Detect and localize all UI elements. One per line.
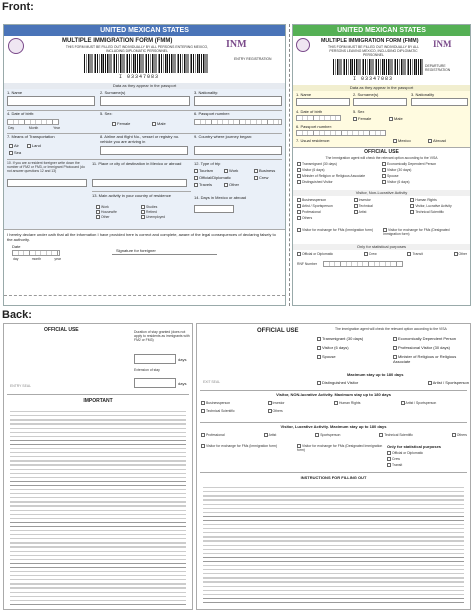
entry-transport-label: 7. Means of Transportation	[7, 134, 55, 139]
date-month: month	[31, 257, 42, 261]
entry-flight-label: 8. Airline and flight No., vessel or registry no. vehicle you are arriving in	[100, 134, 180, 144]
dep-act-technical[interactable]: Technical	[354, 204, 411, 208]
back-visitor-luc: Visitor, Lucrative Activity. Maximum stay up to 180 days	[280, 424, 387, 429]
dep-official-section	[293, 147, 470, 306]
trip-crew[interactable]: Crew	[254, 175, 284, 180]
departure-barcode	[333, 59, 423, 75]
transport-air[interactable]: Air	[9, 143, 19, 148]
entry-dob-label: 4. Date of birth:	[7, 111, 35, 116]
transport-sea[interactable]: Sea	[9, 150, 21, 155]
activity-work[interactable]: Work	[96, 205, 141, 209]
back-opt-dependent[interactable]: Economically Dependent Person	[393, 336, 469, 341]
departure-band-title: UNITED MEXICAN STATES	[293, 25, 470, 36]
mexico-seal-icon	[296, 38, 310, 52]
dep-passport-field[interactable]	[296, 130, 386, 136]
male-label: Male	[157, 121, 166, 126]
dob-day: Day	[8, 126, 15, 130]
entry-band-title: UNITED MEXICAN STATES	[4, 25, 285, 36]
entry-name-label: 1. Name	[7, 90, 23, 95]
back-opt-artist[interactable]: Artist / Sportsperson	[428, 380, 469, 385]
dep-agent-note: The Immigration agent will check the relevant option according to the VISA	[325, 156, 438, 160]
back-non-others[interactable]: Others	[268, 409, 335, 413]
departure-form	[292, 24, 471, 306]
back-opt-professional[interactable]: Professional Visitor (30 days)	[393, 345, 469, 350]
back-important: IMPORTANT	[83, 398, 113, 404]
departure-passport-band: Data as they appear in the passport	[293, 85, 470, 91]
trip-other[interactable]: Other	[224, 182, 254, 187]
activity-unemployed[interactable]: Unemployed	[141, 215, 186, 219]
female-label: Female	[117, 121, 131, 126]
entry-country-field[interactable]	[194, 146, 282, 155]
dep-residence-label: 7. Usual residence:	[296, 138, 331, 143]
entry-sex-female[interactable]	[112, 121, 130, 126]
dep-stat-official[interactable]: Official or Diplomatic	[297, 252, 333, 256]
dep-act-artist[interactable]: Artist	[354, 210, 411, 214]
dep-surname-field[interactable]	[353, 98, 407, 106]
back-non-technical[interactable]: Technical Scientific	[201, 409, 268, 413]
date-day: day	[13, 257, 19, 261]
back-right-max-stay: Maximum stay up to 180 days	[347, 372, 404, 377]
dob-year: Year	[53, 126, 60, 130]
back-opt-spouse[interactable]: Spouse	[317, 354, 393, 364]
dep-sex-male[interactable]	[389, 116, 403, 121]
mexico-seal-icon	[8, 38, 24, 54]
back-visitor-non: Visitor, NON-lucrative Activity. Maximum stay up to 180 days	[276, 392, 391, 397]
dep-act-human-rights[interactable]: Human Rights	[410, 198, 467, 202]
departure-copy-label: DEPARTURE REGISTRATION	[425, 64, 451, 72]
dep-surname-label: 2. Surname(s)	[353, 92, 379, 97]
back-right-visa-options-2	[317, 380, 469, 385]
back-important-text	[10, 408, 186, 606]
entry-destination-label: 11. Place or city of destination in Mexico or abroad	[92, 161, 182, 166]
back-luc-options	[201, 433, 467, 437]
entry-country-label: 9. Country where journey began:	[194, 134, 253, 139]
dep-passport-label: 6. Passport number:	[296, 124, 333, 129]
entry-days-field[interactable]	[194, 205, 234, 213]
front-tear-line	[289, 24, 290, 306]
back-luc-sport[interactable]: Sportsperson	[315, 433, 340, 437]
entry-trip-options	[194, 168, 284, 187]
dep-residence-abroad[interactable]: Abroad	[428, 138, 446, 143]
entry-serial: I 03347083	[119, 74, 160, 80]
entry-declaration-area	[4, 229, 285, 261]
dep-act-artist-sport[interactable]: Artist / Sportsperson	[297, 204, 354, 208]
dep-rnf-label: RNF Number	[297, 262, 317, 266]
dep-sex-label: 5. Sex	[353, 109, 365, 114]
dep-act-business[interactable]: Businessperson	[297, 198, 354, 202]
back-opt-transmigrant[interactable]: Transmigrant (30 days)	[317, 336, 393, 341]
back-duration-field[interactable]	[134, 354, 176, 364]
dep-stat-band: Only for statistical purposes	[293, 244, 470, 250]
back-left-panel	[3, 323, 193, 610]
entry-sex-label: 5. Sex:	[100, 111, 113, 116]
back-exchange-2[interactable]: Visitor for exchange for FMs (Designated Immigration form)	[297, 444, 383, 453]
entry-transport-options	[9, 143, 41, 148]
dep-visa-options	[297, 162, 467, 184]
trip-business[interactable]: Business	[254, 168, 284, 173]
back-days-2: days	[178, 381, 187, 386]
dep-opt-visitor-30[interactable]: Visitor (30 days)	[382, 168, 467, 172]
back-opt-minister[interactable]: Minister of Religious or Religious Associate	[393, 354, 457, 364]
back-right-visa-options	[317, 336, 469, 364]
dep-opt-visitor-6b[interactable]: Visitor (6 days)	[382, 180, 467, 184]
entry-days-label: 14. Days in Mexico or abroad	[194, 195, 247, 200]
dep-exchange-2[interactable]: Visitor for exchange for FMs (Designated Immigration form)	[383, 228, 450, 237]
back-exit-seal: EXIT SEAL	[203, 380, 221, 384]
activity-other[interactable]: Other	[96, 215, 141, 219]
back-extension-label: Extension of stay	[134, 368, 160, 372]
front-label: Front:	[2, 1, 34, 13]
back-extension-field[interactable]	[134, 378, 176, 388]
back-opt-distinguished[interactable]: Distinguished Visitor	[317, 380, 358, 385]
dep-dob-field[interactable]	[296, 115, 341, 121]
entry-declaration: I hereby declare under oath that all the information I have provided here is correct and complete, aware of the legal consequences of declaring falsely to the authority.	[7, 232, 276, 242]
entry-resident-label: 10. If you are a resident foreigner write down the number of FM2 or FM3, or Immigrant Photocard (do not answer questions 12 and 13)	[7, 161, 85, 173]
back-stat-options	[387, 451, 423, 467]
back-non-artist[interactable]: Artist / Sportsperson	[401, 401, 468, 405]
dep-act-others[interactable]: Others	[297, 216, 354, 220]
trip-official[interactable]: Official/Diplomatic	[194, 175, 254, 180]
back-stat-band: Only for statistical purposes	[387, 444, 442, 449]
back-exchange[interactable]: Visitor for exchange for FMs (Immigration form)	[201, 444, 291, 448]
back-non-business[interactable]: Businessperson	[201, 401, 268, 405]
dep-official-use: OFFICIAL USE	[364, 149, 399, 155]
back-right-panel	[196, 323, 471, 610]
entry-subtitle: THIS FORM MUST BE FILLED OUT INDIVIDUALLY BY ALL PERSONS ENTERING MEXICO, INCLUDING DIPLOMATIC PERSONNEL	[65, 45, 209, 53]
entry-sex-male[interactable]	[152, 121, 166, 126]
dep-rnf-field[interactable]	[323, 261, 403, 267]
dep-stat-crew[interactable]: Crew	[364, 252, 377, 256]
female-label: Female	[358, 116, 372, 121]
back-luc-professional[interactable]: Professional	[201, 433, 225, 437]
back-non-human-rights[interactable]: Human Rights	[334, 401, 401, 405]
entry-date-parts	[13, 257, 61, 261]
dep-nationality-field[interactable]	[411, 98, 468, 106]
dep-dob-label: 4. Date of birth	[296, 109, 323, 114]
entry-passport-field[interactable]	[194, 119, 282, 125]
dep-opt-transmigrant[interactable]: Transmigrant (30 days)	[297, 162, 382, 166]
departure-subtitle: THIS FORM MUST BE FILLED OUT INDIVIDUALLY BY ALL PERSONS LEAVING MEXICO, INCLUDING DIPLOMATIC PERSONNEL	[327, 45, 420, 57]
back-duration-label: Duration of stay granted (does not apply to residents as immigrants with FM2 or FM3)	[134, 330, 190, 342]
entry-form	[3, 24, 286, 306]
entry-activity-label: 13. Main activity in your country of residence	[92, 193, 171, 198]
activity-studies[interactable]: Studies	[141, 205, 186, 209]
dep-act-professional[interactable]: Professional	[297, 210, 354, 214]
dep-act-lucrative[interactable]: Visitor, Lucrative Activity	[410, 204, 467, 208]
back-official-use: OFFICIAL USE	[44, 327, 79, 333]
back-label: Back:	[2, 309, 32, 321]
activity-housewife[interactable]: Housewife	[96, 210, 141, 214]
dep-opt-dependent[interactable]: Economically Dependent Person	[382, 162, 467, 166]
entry-surname-label: 2. Surname(s)	[100, 90, 126, 95]
entry-copy-label: ENTRY REGISTRATION	[234, 57, 272, 61]
dep-opt-visitor-6[interactable]: Visitor (6 days)	[297, 168, 382, 172]
dep-name-field[interactable]	[296, 98, 350, 106]
entry-passport-band: Data as they appear in the passport	[4, 83, 285, 89]
departure-body	[293, 85, 470, 306]
back-stat-official[interactable]: Official or Diplomatic	[387, 451, 423, 455]
back-instructions-text	[203, 484, 464, 606]
dep-residence-mexico[interactable]: Mexico	[393, 138, 411, 143]
entry-signature-label: Signature for foreigner	[116, 248, 156, 253]
entry-dob-field[interactable]	[7, 119, 59, 125]
dob-month: Month	[28, 126, 39, 130]
dep-sex-female[interactable]	[353, 116, 371, 121]
back-entry-seal: ENTRY SEAL	[10, 384, 31, 388]
entry-destination-field[interactable]	[92, 179, 187, 187]
dep-stat-options	[297, 252, 467, 256]
departure-serial: I 03347083	[353, 76, 394, 82]
dep-stat-other[interactable]: Other	[454, 252, 467, 256]
entry-name-field[interactable]	[7, 96, 95, 106]
entry-body	[4, 83, 285, 261]
entry-nationality-label: 3. Nationality:	[194, 90, 219, 95]
entry-signature-line[interactable]	[112, 254, 217, 255]
inm-logo-icon: INM	[433, 39, 452, 49]
entry-date-field[interactable]	[12, 250, 60, 256]
trip-work[interactable]: Work	[224, 168, 254, 173]
trip-travels[interactable]: Travels	[194, 182, 224, 187]
dep-opt-spouse[interactable]: Spouse	[382, 174, 467, 178]
back-luc-tech-sci[interactable]: Technical Scientific	[379, 433, 413, 437]
back-luc-artist[interactable]: Artist	[264, 433, 277, 437]
male-label: Male	[394, 116, 403, 121]
back-luc-others[interactable]: Others	[452, 433, 467, 437]
entry-passport-label: 6. Passport number:	[194, 111, 231, 116]
back-non-options	[201, 401, 467, 413]
back-instructions: INSTRUCTIONS FOR FILLING OUT	[300, 475, 367, 480]
inm-logo-icon: INM	[226, 39, 247, 50]
activity-retired[interactable]: Retired	[141, 210, 186, 214]
dep-act-investor[interactable]: Investor	[354, 198, 411, 202]
dep-stat-transit[interactable]: Transit	[407, 252, 422, 256]
entry-nationality-field[interactable]	[194, 96, 282, 106]
dep-activity-band: Visitor, Non-Lucrative Activity	[293, 190, 470, 196]
departure-form-name: MULTIPLE IMMIGRATION FORM (FMM)	[321, 38, 419, 44]
entry-resident-field[interactable]	[7, 179, 87, 187]
dep-name-label: 1. Name	[296, 92, 312, 97]
entry-trip-label: 12. Type of trip	[194, 161, 221, 166]
perforation-line	[4, 295, 285, 296]
entry-flight-field[interactable]	[100, 146, 188, 155]
back-opt-visitor-6[interactable]: Visitor (6 days)	[317, 345, 393, 350]
dep-nationality-label: 3. Nationality	[411, 92, 435, 97]
entry-form-name: MULTIPLE IMMIGRATION FORM (FMM)	[62, 38, 173, 44]
entry-barcode	[84, 54, 209, 73]
date-year: year	[54, 257, 61, 261]
dep-exchange[interactable]: Visitor for exchange for FMs (Immigration form)	[297, 228, 377, 232]
entry-dob-parts	[8, 126, 60, 130]
back-right-official-use: OFFICIAL USE	[257, 328, 299, 334]
back-right-agent-note: The immigration agent will check the relevant option according to the VISA	[335, 327, 447, 331]
back-stat-crew[interactable]: Crew	[387, 457, 423, 461]
dep-opt-minister[interactable]: Minister of Religion or Religious Associate	[297, 174, 382, 178]
dep-opt-distinguished[interactable]: Distinguished Visitor	[297, 180, 382, 184]
transport-land[interactable]: Land	[27, 143, 41, 148]
entry-surname-field[interactable]	[100, 96, 190, 106]
entry-date-label: Date	[12, 244, 21, 249]
entry-activity-options	[96, 205, 186, 219]
dep-act-tech-sci[interactable]: Technical Scientific	[410, 210, 467, 214]
back-stat-transit[interactable]: Transit	[387, 463, 423, 467]
dep-activity-options	[297, 198, 467, 220]
trip-tourism[interactable]: Tourism	[194, 168, 224, 173]
back-non-investor[interactable]: Investor	[268, 401, 335, 405]
back-days-1: days	[178, 357, 187, 362]
